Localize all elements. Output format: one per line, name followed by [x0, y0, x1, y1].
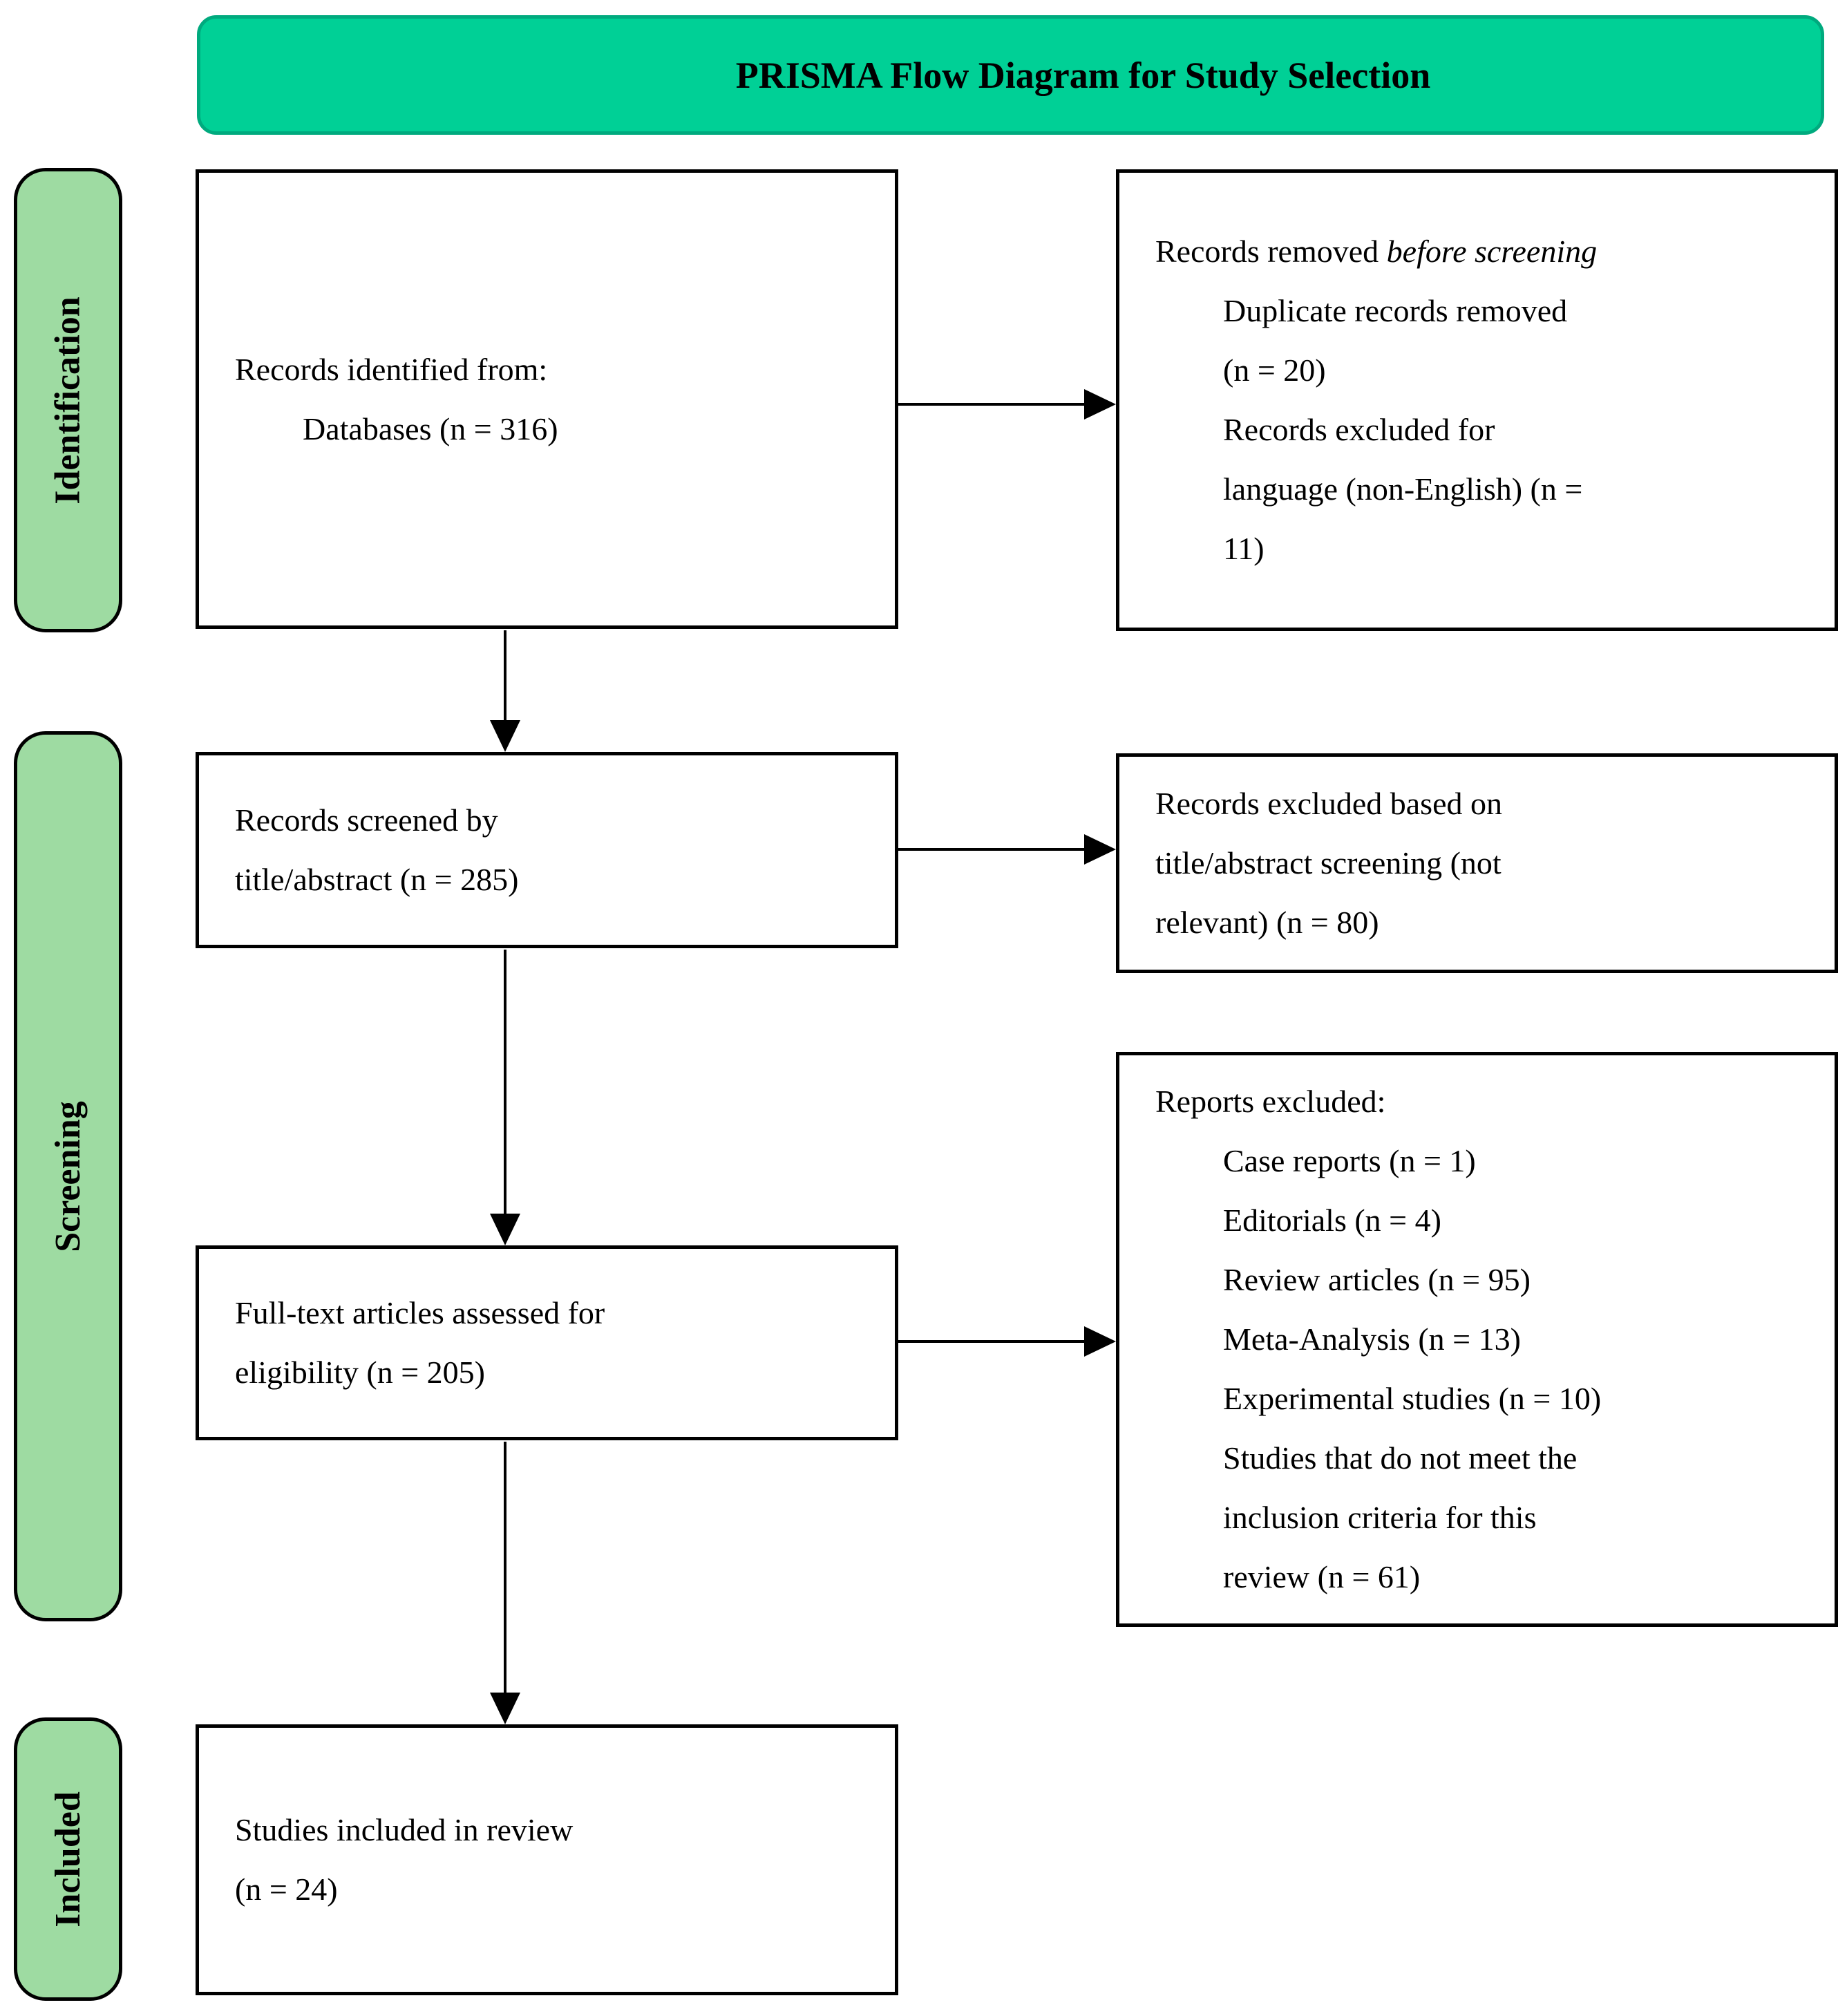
records-removed-italic: before screening: [1386, 234, 1598, 269]
inclusion-criteria-line: Studies that do not meet the: [1223, 1440, 1578, 1476]
fulltext-assessed-line2: eligibility (n = 205): [235, 1355, 485, 1390]
editorials-line: Editorials (n = 4): [1223, 1203, 1441, 1238]
box-records-identified: [196, 169, 898, 629]
excluded-title-abstract-line3: relevant) (n = 80): [1155, 905, 1379, 940]
arrow-screened-to-fulltext-head: [490, 1214, 520, 1245]
arrow-identified-to-removed-head: [1084, 389, 1116, 420]
arrow-identified-to-screened-head: [490, 720, 520, 752]
records-removed-prefix: Records removed: [1155, 234, 1387, 269]
excluded-title-abstract-line: Records excluded based on: [1155, 786, 1503, 821]
language-excluded-line: Records excluded for: [1223, 412, 1495, 447]
arrow-fulltext-to-reports-excluded-line: [898, 1340, 1086, 1343]
reports-excluded-heading: Reports excluded:: [1155, 1084, 1386, 1119]
stage-label-screening-text: Screening: [48, 1100, 88, 1252]
records-identified-line: Records identified from:: [235, 351, 548, 387]
meta-analysis-line: Meta-Analysis (n = 13): [1223, 1321, 1521, 1357]
arrow-fulltext-to-included-line: [504, 1442, 506, 1694]
fulltext-assessed-line: Full-text articles assessed for: [235, 1295, 605, 1330]
excluded-title-abstract-line2: title/abstract screening (not: [1155, 845, 1502, 880]
arrow-screened-to-fulltext-line: [504, 950, 506, 1215]
duplicate-records-count-line: (n = 20): [1223, 352, 1326, 388]
stage-label-included: [14, 1717, 122, 2001]
language-excluded-count-line: 11): [1223, 531, 1265, 566]
review-articles-line: Review articles (n = 95): [1223, 1262, 1531, 1297]
stage-label-included-text: Included: [48, 1791, 88, 1928]
records-screened-line: Records screened by: [235, 802, 498, 838]
box-records-removed-before-screening: [1116, 169, 1838, 631]
records-removed-heading-line: [1155, 222, 1814, 281]
stage-label-identification-text: Identification: [48, 296, 88, 505]
inclusion-criteria-line2: inclusion criteria for this: [1223, 1500, 1537, 1535]
experimental-studies-line: Experimental studies (n = 10): [1223, 1381, 1602, 1416]
studies-included-count-line: (n = 24): [235, 1872, 338, 1907]
arrow-fulltext-to-included-head: [490, 1693, 520, 1724]
arrow-identified-to-removed-line: [898, 403, 1086, 406]
language-excluded-line2: language (non-English) (n =: [1223, 471, 1583, 507]
records-screened-line2: title/abstract (n = 285): [235, 862, 519, 897]
box-fulltext-assessed: [196, 1245, 898, 1440]
arrow-identified-to-screened-line: [504, 630, 506, 722]
page-title: PRISMA Flow Diagram for Study Selection: [735, 54, 1431, 96]
records-identified-databases-line: Databases (n = 316): [303, 411, 558, 446]
arrow-screened-to-excluded-head: [1084, 834, 1116, 865]
case-reports-line: Case reports (n = 1): [1223, 1143, 1476, 1178]
stage-label-identification: [14, 168, 122, 632]
box-records-excluded-title-abstract: [1116, 753, 1838, 973]
diagram-title-bar: [197, 15, 1824, 135]
box-reports-excluded: [1116, 1052, 1838, 1627]
inclusion-criteria-count-line: review (n = 61): [1223, 1559, 1421, 1594]
studies-included-line: Studies included in review: [235, 1812, 574, 1847]
arrow-screened-to-excluded-line: [898, 848, 1086, 851]
box-studies-included: [196, 1724, 898, 1995]
box-records-screened: [196, 752, 898, 948]
stage-label-screening: [14, 731, 122, 1621]
arrow-fulltext-to-reports-excluded-head: [1084, 1326, 1116, 1357]
duplicate-records-line: Duplicate records removed: [1223, 293, 1568, 328]
